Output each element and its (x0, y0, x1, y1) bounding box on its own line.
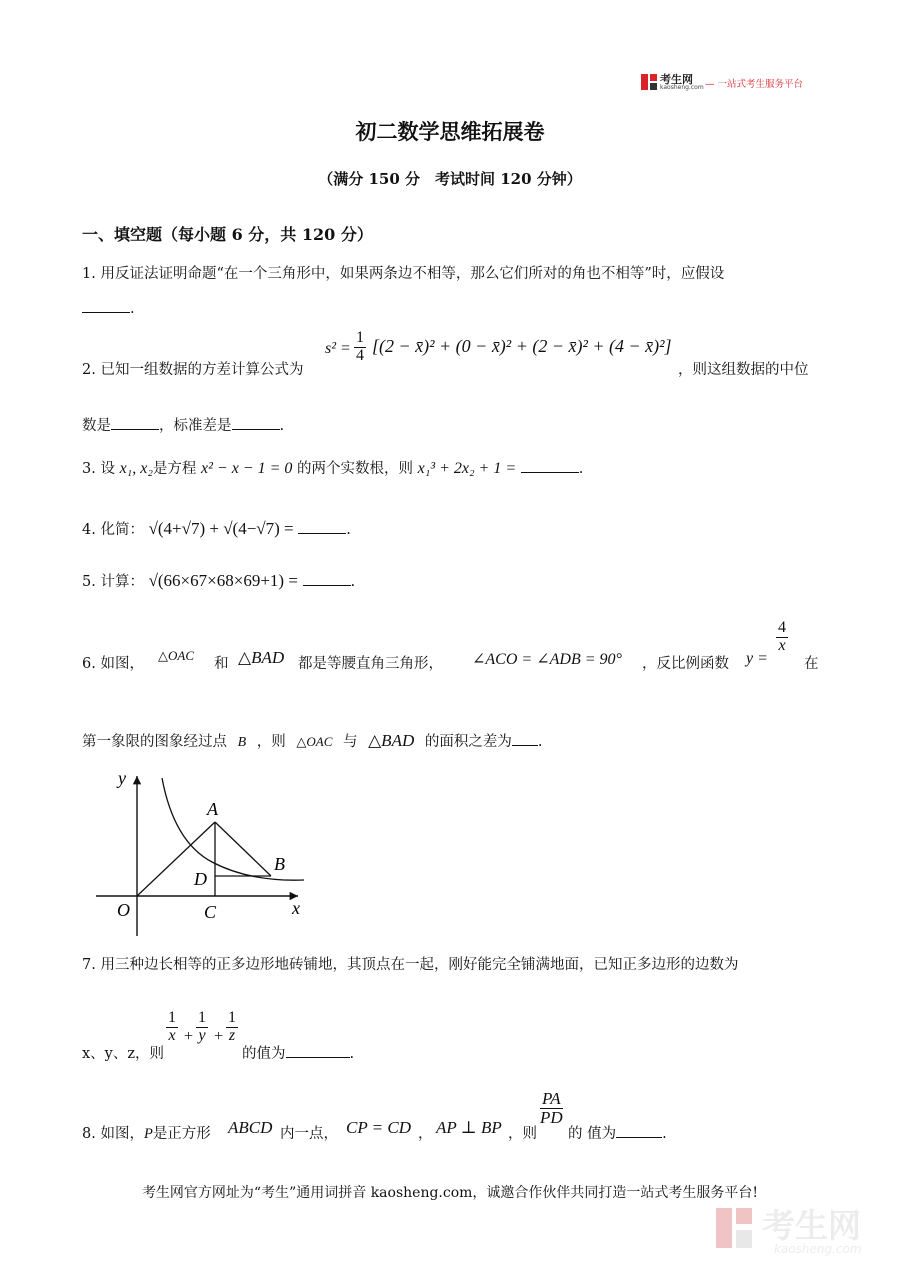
page-title: 初二数学思维拓展卷 (355, 119, 545, 144)
std-dev-blank[interactable] (232, 415, 280, 430)
median-blank[interactable] (111, 415, 159, 430)
question-6-figure (82, 762, 322, 942)
answer-blank[interactable] (521, 458, 579, 473)
question-6: 6. 如图， △OAC 和 △BAD 都是等腰直角三角形， ∠ACO = ∠ADB = 90° ，反比例函数 y = $\frac{4}{x}$ 在 (82, 619, 819, 672)
angle-equation: ∠ACO = ∠ADB = 90° (472, 651, 622, 668)
cp-equals-cd: CP = CD (346, 1118, 412, 1137)
watermark-cn: 考生网 (762, 1206, 861, 1245)
ap-perp-bp: AP ⊥ BP (436, 1118, 502, 1137)
triangle-bad: △BAD (238, 648, 285, 667)
label-d: D (194, 869, 207, 889)
label-x: x (292, 898, 300, 918)
ratio-pa-pd: $\frac{PA}{PD}$ (540, 1089, 563, 1127)
roots-vars: x₁, x₂ (119, 460, 153, 477)
answer-blank[interactable] (286, 1043, 350, 1058)
triangle-oac: △OAC (296, 734, 333, 749)
question-2-suffix: ，则这组数据的中位 (678, 362, 809, 378)
triangle-bad: △BAD (368, 731, 415, 750)
fraction-1-over-z: $\frac{1}{z}$ (228, 1009, 236, 1044)
radical-expression: √(4+√7) + √(4−√7) = (148, 519, 294, 538)
question-7: 7. 用三种边长相等的正多边形地砖铺地，其顶点在一起，刚好能完全铺满地面，已知正多边形的边数为 (82, 957, 739, 973)
watermark (714, 1200, 884, 1260)
question-1-text: 1. 用反证法证明命题“在一个三角形中，如果两条边不相等，那么它们所对的角也不相等”时，应假设 (82, 266, 725, 282)
point-b: B (237, 735, 247, 750)
header-slogan: — 一站式考生服务平台 (705, 79, 804, 90)
footer-text: 考生网官方网址为“考生”通用词拼音 kaosheng.com，诚邀合作伙伴共同打造一站式考生服务平台! (141, 1185, 759, 1201)
expression: x₁³ + 2x₂ + 1 = (417, 460, 517, 477)
section-heading: 一、填空题（每小题 6 分，共 120 分） (82, 225, 373, 244)
triangle-oac: △OAC (158, 648, 194, 663)
function-fraction: $\frac{4}{x}$ (778, 619, 786, 654)
point-p: P (143, 1126, 153, 1142)
header-logo (640, 72, 810, 94)
label-c: C (204, 902, 217, 922)
question-8: 8. 如图，P是正方形 ABCD 内一点， CP = CD ， AP ⊥ BP ，则 $\frac{PA}{PD}$ 的 值为 . (82, 1089, 667, 1142)
function-y: y = (746, 650, 768, 667)
answer-blank[interactable] (512, 731, 538, 746)
question-4: 4. 化简： √(4+√7) + √(4−√7) = . (82, 519, 351, 538)
variance-lhs: s² = (325, 340, 351, 357)
quadratic-equation: x² − x − 1 = 0 (201, 460, 293, 477)
label-y: y (118, 768, 126, 788)
variance-body: [(2 − x̄)² + (0 − x̄)² + (2 − x̄)² + (4 − x̄)²] (372, 336, 672, 356)
watermark-logo-icon (714, 1206, 758, 1250)
radical-expression: √(66×67×68×69+1) = (148, 571, 298, 590)
label-a: A (207, 799, 218, 819)
question-3: 3. 设 x₁, x₂是方程 x² − x − 1 = 0 的两个实数根，则 x₁³ + 2x₂ + 1 = . (82, 460, 584, 477)
variance-fraction: $\frac{1}{4}$ (356, 329, 364, 364)
answer-blank[interactable] (303, 571, 351, 586)
label-o: O (117, 900, 130, 920)
page-subtitle: （满分 150 分 考试时间 120 分钟） (318, 170, 582, 188)
question-2-prefix: 2. 已知一组数据的方差计算公式为 (82, 362, 304, 378)
square-abcd: ABCD (228, 1118, 273, 1137)
header-logo-cn: 考生网 (660, 73, 693, 86)
question-1 (82, 262, 724, 283)
question-2-line2: 数是 ，标准差是 . (82, 414, 284, 435)
fraction-1-over-x: $\frac{1}{x}$ (168, 1009, 176, 1044)
label-b: B (274, 854, 285, 874)
question-1-answer-line: . (82, 298, 135, 317)
fraction-1-over-y: $\frac{1}{y}$ (198, 1009, 206, 1044)
answer-blank[interactable] (82, 298, 130, 313)
kaosheng-logo-icon (640, 73, 658, 91)
answer-blank[interactable] (616, 1123, 662, 1138)
question-6-line2: 第一象限的图象经过点 B ，则 △OAC 与 △BAD 的面积之差为 . (82, 731, 543, 750)
question-5: 5. 计算： √(66×67×68×69+1) = . (82, 571, 356, 590)
question-7-line2: x、y、z，则 $\frac{1}{x}$ + $\frac{1}{y}$ + $\frac{1}{z}$ 的值为 . (82, 1009, 355, 1062)
answer-blank[interactable] (298, 519, 346, 534)
watermark-en: kaosheng.com (774, 1242, 862, 1256)
header-logo-en: kaosheng.com (660, 84, 704, 91)
